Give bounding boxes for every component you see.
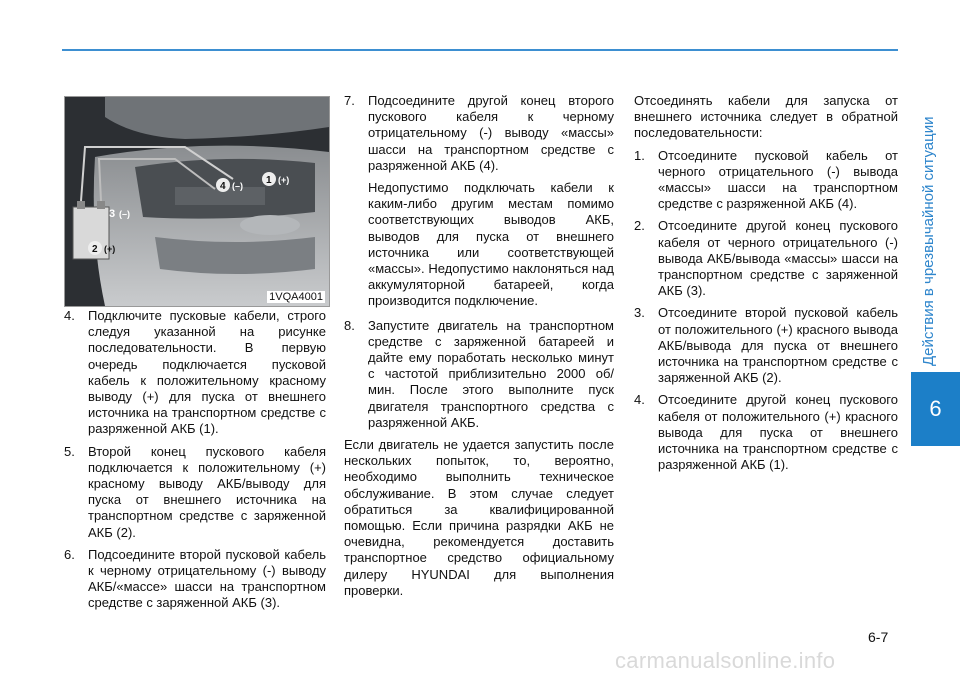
step-text: Подключите пусковые кабели, строго следуя указанной на рисунке последовательности. В первую очередь подключается пусковой кабель к положительному красному выводу (+) для пуска от внешнего источника на транспортном средстве с разряженной АКБ (1). (88, 308, 326, 437)
callout-4-number: 4 (220, 181, 226, 192)
step-number: 1. (634, 147, 645, 163)
callout-4-sign: (–) (232, 181, 243, 191)
header-rule (62, 49, 898, 51)
callout-3-number: 3 (109, 208, 116, 220)
step-6 (64, 547, 326, 612)
disconnect-step-1 (634, 148, 898, 213)
step-number: 2. (634, 218, 645, 234)
step-text: Запустите двигатель на транспортном средстве с заряженной батареей и дайте ему поработать несколько минут с частотой приблизительно 2000 об/мин. После этого выполните пуск двигателя транспортного средства с разряженной АКБ. (368, 317, 614, 430)
callout-2-sign: (+) (104, 244, 116, 254)
step-text: Отсоедините другой конец пускового кабеля от черного отрицательного (-) вывода АКБ/вывода «массы» шасси на транспортном средстве с заряженной АКБ (3). (658, 218, 898, 299)
step-number: 8. (344, 317, 355, 333)
figure-code: 1VQA4001 (269, 291, 323, 303)
disconnect-intro: Отсоединять кабели для запуска от внешнего источника следует в обратной последовательности: (634, 93, 898, 141)
dealer-paragraph: Если двигатель не удается запустить после нескольких попыток, то, вероятно, необходимо выполнить техническое обслуживание. В этом случае следует обратиться за квалифицированной помощью. Если причина разрядки АКБ не очевидна, рекомендуется доставить транспортное средство официальному дилеру HYUNDAI для выполнения проверки. (344, 437, 614, 598)
page-number: 6-7 (868, 629, 889, 645)
step-7 (344, 93, 614, 174)
step-number: 5. (64, 443, 75, 459)
step-number: 4. (64, 308, 75, 323)
step-text: Отсоедините пусковой кабель от черного отрицательного (-) вывода «массы» шасси на транспортном средстве с разряженной АКБ (4). (658, 147, 898, 212)
step-4 (64, 308, 326, 438)
step-number: 3. (634, 305, 645, 321)
chapter-title: Действия в чрезвычайной ситуации (920, 116, 937, 366)
step-8 (344, 318, 614, 431)
warning-note: Недопустимо подключать кабели к каким-либо другим местам помимо соответствующих выводов АКБ, выводов для пуска от внешнего источника или соответствующей «массы». Недопустимо наклоняться над аккумуляторной батареей, когда производится подключение. (368, 180, 614, 309)
engine-bay-drawing (65, 97, 329, 306)
disconnect-step-3 (634, 305, 898, 386)
watermark: carmanualsonline.info (615, 648, 836, 673)
step-text: Второй конец пускового кабеля подключается к положительному (+) красному выводу АКБ/выводу для пуска от внешнего источника на транспортном средстве с заряженной АКБ (2). (88, 443, 326, 540)
step-number: 4. (634, 392, 645, 408)
column-2 (344, 93, 614, 599)
step-5 (64, 444, 326, 541)
disconnect-step-2 (634, 218, 898, 299)
jump-start-illustration (64, 96, 330, 307)
step-text: Отсоедините другой конец пускового кабеля от положительного (+) красного вывода для пуска от внешнего источника на транспортном средстве с разряженной АКБ (1). (658, 392, 898, 473)
step-number: 7. (344, 93, 355, 108)
step-text: Подсоедините второй пусковой кабель к черному отрицательному (-) выводу АКБ/«массе» шасси на транспортном средстве с заряженной АКБ (3). (88, 546, 326, 611)
chapter-number-tab: 6 (911, 372, 960, 446)
step-number: 6. (64, 546, 75, 562)
step-text: Подсоедините другой конец второго пускового кабеля к черному отрицательному (-) выводу «массы» шасси на транспортном средстве с разряженной АКБ (4). (368, 93, 614, 173)
callout-2-number: 2 (92, 244, 98, 255)
column-3 (634, 93, 898, 479)
callout-1-number: 1 (266, 175, 272, 186)
disconnect-step-4 (634, 392, 898, 473)
step-text: Отсоедините второй пусковой кабель от положительного (+) красного вывода АКБ/вывода для пуска от внешнего источника на транспортном средстве с заряженной АКБ (2). (658, 305, 898, 386)
callout-3-sign: (–) (119, 209, 130, 219)
callout-1-sign: (+) (278, 175, 290, 185)
column-1 (64, 308, 326, 618)
